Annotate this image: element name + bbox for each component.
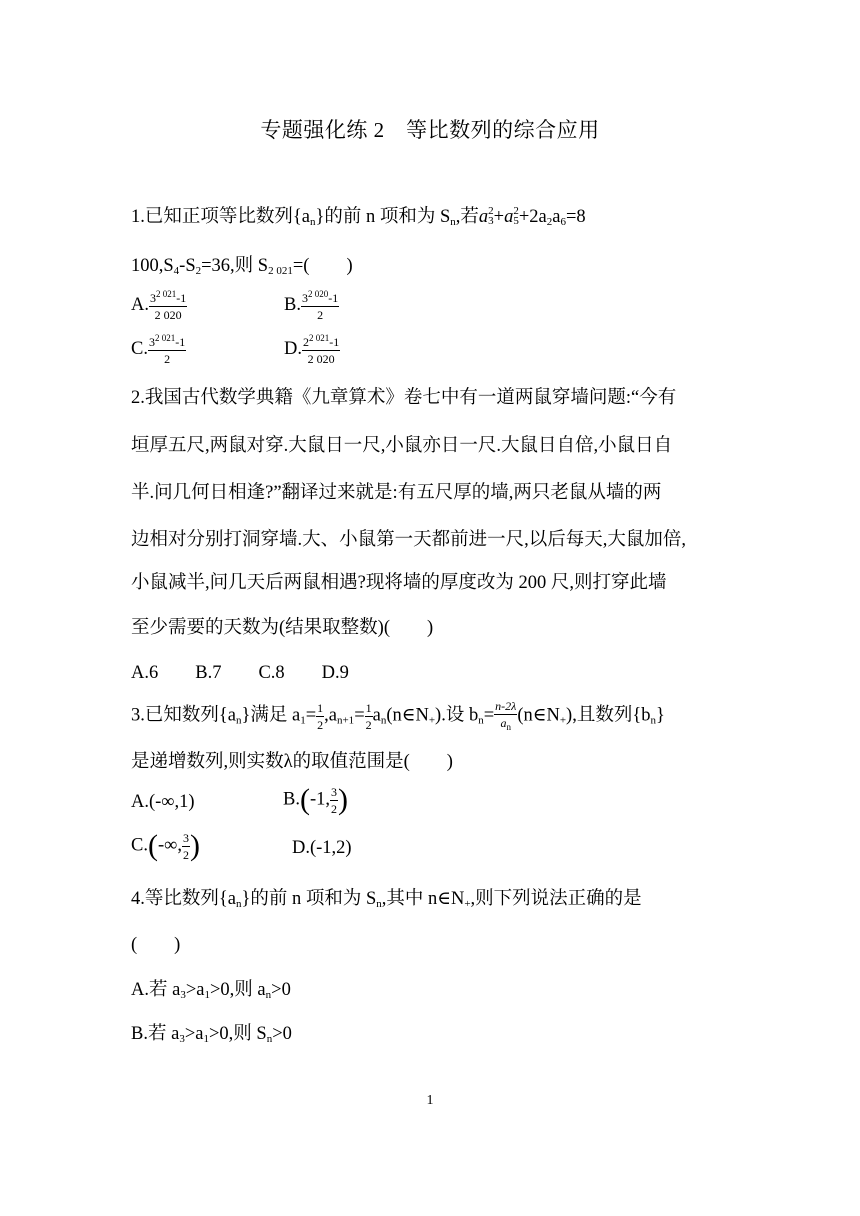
question-4-option-a: A.若 $a_3>a_1>0$,则 $a_n>0$: [131, 980, 291, 1001]
fraction: $\frac{3^{2 021}-1}{2}$: [148, 333, 186, 366]
question-1-option-d: D. $\frac{2^{2 021}-1}{2 020}$: [284, 333, 340, 366]
question-2-line-4: 边相对分别打洞穿墙.大、小鼠第一天都前进一尺,以后每天,大鼠加倍,: [131, 530, 687, 550]
question-2-line-5: 小鼠减半,问几天后两鼠相遇?现将墙的厚度改为 200 尺,则打穿此墙: [131, 573, 667, 593]
question-3-option-c: C.(-∞, $\frac{3}{2}$ ): [131, 829, 200, 862]
page-title: 专题强化练 2 等比数列的综合应用: [260, 118, 600, 142]
fraction: $\frac{3}{2}$: [331, 784, 338, 816]
page-number: 1: [426, 1093, 434, 1108]
question-3-line-1: 3.已知数列$\{a_n\}$满足 $a_1=$ $\frac{1}{2}$ $,a_{n+1}=$ $\frac{1}{2}$ $a_n(n\in N_+)$.设 $b_n=$ $\frac{n-2\lambda}{a_n}$ $(n\in N_+)$,且数列$\{b_n\}$: [131, 699, 665, 732]
question-3-line-2: 是递增数列,则实数λ的取值范围是( ): [131, 752, 453, 772]
fraction: $\frac{3}{2}$: [182, 830, 189, 862]
question-2-line-1: 2.我国古代数学典籍《九章算术》卷七中有一道两鼠穿墙问题:“今有: [131, 388, 677, 408]
question-4-answer-paren: ( ): [131, 935, 181, 955]
question-1-option-b: B. $\frac{3^{2 020}-1}{2}$: [284, 289, 339, 322]
fraction: $\frac{2^{2 021}-1}{2 020}$: [303, 333, 340, 366]
fraction-half: $\frac{1}{2}$: [365, 700, 372, 732]
fraction: $\frac{3^{2 020}-1}{2}$: [301, 289, 339, 322]
question-2-options: A.6 B.7 C.8 D.9: [131, 663, 349, 683]
question-1-line-2: $100,S_4-S_2=36$,则 $S_{2 021}=$( ): [131, 256, 353, 277]
question-4-option-b: B.若 $a_3>a_1>0$,则 $S_n>0$: [131, 1024, 292, 1045]
question-4-line-1: 4.等比数列$\{a_n\}$的前 n 项和为 $S_n$,其中 $n\in N_+$,则下列说法正确的是: [131, 889, 642, 910]
fraction-half: $\frac{1}{2}$: [317, 700, 324, 732]
question-2-line-6: 至少需要的天数为(结果取整数)( ): [131, 618, 434, 638]
question-3-option-b: B.(-1, $\frac{3}{2}$ ): [283, 783, 349, 816]
fraction-b-n: $\frac{n-2\lambda}{a_n}$: [495, 699, 517, 732]
question-3-option-d: D.(-1,2): [292, 838, 352, 858]
question-1-line-1: 1.已知正项等比数列$\{a_n\}$的前 n 项和为 $S_n$,若a 2 3 +a 2 5 $+2a_2a_6=8$: [131, 205, 586, 228]
question-1-option-c: C. $\frac{3^{2 021}-1}{2}$: [131, 333, 186, 366]
fraction: $\frac{3^{2 021}-1}{2 020}$: [150, 289, 187, 322]
question-2-line-2: 垣厚五尺,两鼠对穿.大鼠日一尺,小鼠亦日一尺.大鼠日自倍,小鼠日自: [131, 436, 673, 456]
question-2-line-3: 半.问几何日相逢?”翻译过来就是:有五尺厚的墙,两只老鼠从墙的两: [131, 483, 662, 503]
question-1-option-a: A. $\frac{3^{2 021}-1}{2 020}$: [131, 289, 187, 322]
question-3-option-a: A.(-∞,1): [131, 792, 195, 812]
